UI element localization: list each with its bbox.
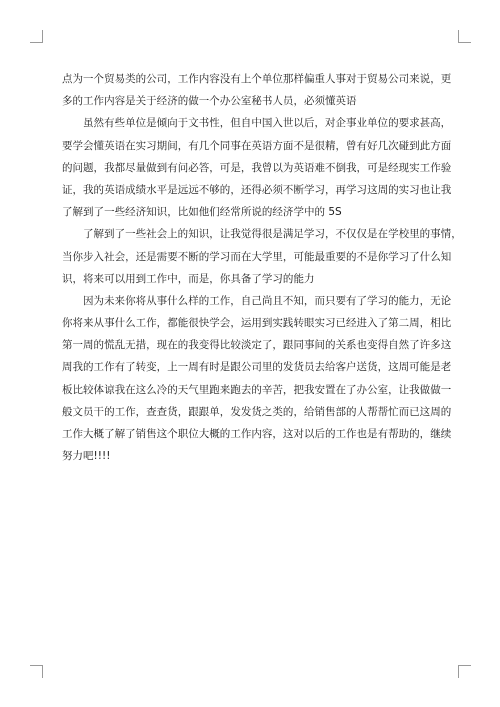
text-line: 你将来从事什么工作，都能很快学会，运用到实践转眼实习已经进入了第二周，相比 [62, 317, 452, 330]
bottom-left-crop-mark [30, 665, 43, 678]
text-line: 要学会懂英语在实习期间，有几个同事在英语方面不是很精，曾有好几次碰到此方面 [62, 139, 452, 152]
text-line: 证，我的英语成绩水平是远远不够的，还得必须不断学习，再学习这周的实习也让我 [62, 183, 452, 196]
text-line: 般文员干的工作，查查货，跟跟单，发发货之类的，给销售部的人帮帮忙而已这周的 [62, 405, 452, 418]
text-line: 多的工作内容是关于经济的做一个办公室秘书人员，必须懂英语 [62, 95, 357, 108]
top-right-crop-mark [458, 30, 471, 43]
paragraph-first-line: 因为未来你将从事什么样的工作，自己尚且不知，而只要有了学习的能力，无论 [83, 294, 452, 307]
text-line: 了解到了一些经济知识，比如他们经常所说的经济学中的 5S [62, 206, 342, 219]
text-line: 板比较体谅我在这么冷的天气里跑来跑去的辛苦，把我安置在了办公室，让我做做一 [62, 383, 452, 396]
text-line: 周我的工作有了转变，上一周有时是跟公司里的发货员去给客户送货，这周可能是老 [62, 361, 452, 374]
text-line: 点为一个贸易类的公司，工作内容没有上个单位那样偏重人事对于贸易公司来说，更 [62, 73, 452, 85]
text-line: 工作大概了解了销售这个职位大概的工作内容，这对以后的工作也是有帮助的，继续 [62, 428, 452, 440]
paragraph-first-line: 了解到了一些社会上的知识，让我觉得很是满足学习，不仅仅是在学校里的事情， [83, 228, 462, 241]
top-left-crop-mark [30, 30, 43, 43]
text-line: 当你步入社会，还是需要不断的学习而在大学里，可能最重要的不是你学习了什么知 [62, 250, 452, 263]
document-body [62, 68, 462, 467]
text-line: 第一周的慌乱无措，现在的我变得比较淡定了，跟同事间的关系也变得自然了许多这 [62, 339, 452, 352]
paragraph-first-line: 虽然有些单位是倾向于文书性，但自中国入世以后，对企事业单位的要求甚高， [83, 117, 452, 130]
bottom-right-crop-mark [458, 665, 471, 678]
text-line: 努力吧!!!! [62, 450, 111, 463]
text-line: 识，将来可以用到工作中，而是，你具备了学习的能力 [62, 272, 315, 285]
text-line: 的问题，我都尽量做到有问必答，可是，我曾以为英语难不倒我，可是经现实工作验 [62, 161, 452, 174]
